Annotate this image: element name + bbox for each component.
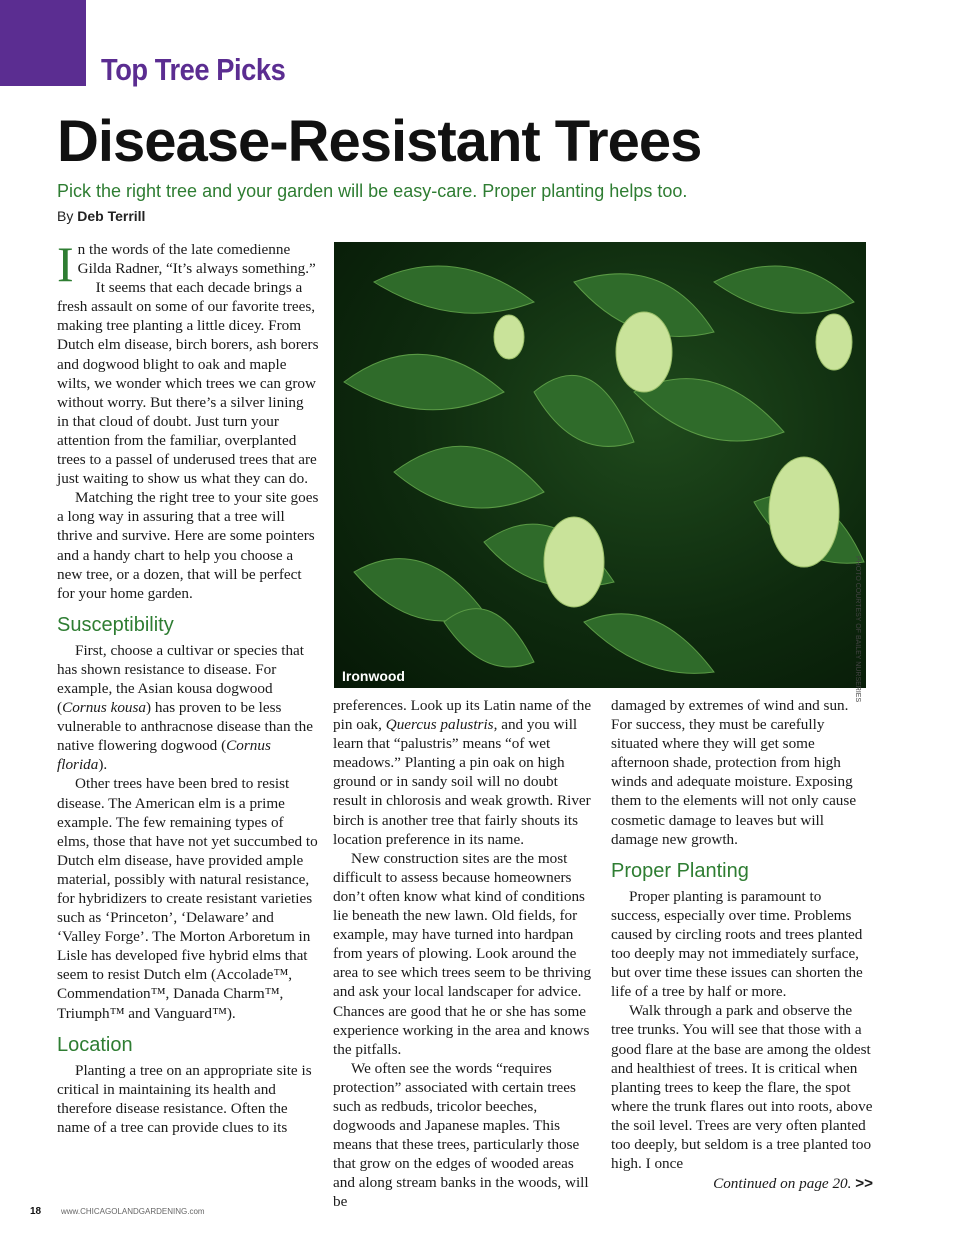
planting-paragraph-1: Proper planting is paramount to success, especially over time. Problems caused by circling roots and trees planted too deeply may not immediately surface, but over time these issues can shorten the life of a tree by half or more. [611,887,863,1001]
byline-prefix: By [57,208,74,224]
location-paragraph-3: New construction sites are the most difficult to assess because homeowners don’t often know what kind of conditions lie beneath the new lawn. Old fields, for example, may have turned into hardpan from years of plowing. Look around the area to see which trees seem to be thriving and ask your local landscaper for advice. Chances are good that he or she has some experience working in the area and knows the pitfalls. [333,849,592,1058]
article-column-2 [333,696,595,1212]
location-paragraph-4: We often see the words “requires protection” associated with certain trees such as redbuds, tricolor beeches, dogwoods and Japanese maples. This means that these trees, particularly those that grow on the edges of wooded areas and along stream banks in the woods, will be [333,1059,589,1211]
location-paragraph-1: Planting a tree on an appropriate site is critical in maintaining its health and therefore disease resistance. Often the name of a tree can provide clues to its [57,1061,312,1136]
susceptibility-paragraph-1: First, choose a cultivar or species that has shown resistance to disease. For example, the Asian kousa dogwood (Cornus kousa) has proven to be less vulnerable to anthracnose disease than the native flowering dogwood (Cornus florida). [57,641,313,774]
drop-cap: I [57,236,74,292]
corner-accent-block [0,0,86,86]
susceptibility-heading: Susceptibility [57,613,174,636]
ironwood-photo [334,242,866,688]
author-name: Deb Terrill [77,208,146,224]
article-title: Disease-Resistant Trees [57,109,702,174]
photo-caption: Ironwood [342,668,405,684]
intro-paragraph-1 [57,236,319,292]
photo-credit: PHOTO COURTESY OF BAILEY NURSERIES [854,556,861,703]
latin-name: Cornus florida [57,737,271,774]
location-paragraph-5: damaged by extremes of wind and sun. For success, they must be carefully situated where they will get some afternoon shade, protection from high winds and adequate moisture. Exposing them to the elements will not only cause cosmetic damage to leaves but will damage new growth. [611,697,857,848]
article-column-3 [611,696,873,1193]
article-subtitle: Pick the right tree and your garden will be easy-care. Proper planting helps too. [57,181,688,201]
location-heading: Location [57,1033,133,1056]
location-paragraph-2: preferences. Look up its Latin name of the pin oak, Quercus palustris, and you will learn that “palustris” means “of wet meadows.” Planting a pin oak on high ground or in sandy soil will no doubt result in chlorosis and weak growth. River birch is another tree that fairly shouts its location preference in its name. [333,697,592,848]
intro-paragraph-1-text: n the words of the late comedienne Gilda Radner, “It’s always something.” [77,241,316,278]
intro-paragraph-3: Matching the right tree to your site goes a long way in assuring that a tree will thrive and survive. Here are some pointers and a handy chart to help you choose a new tree, or a dozen, that will be perfect for your home garden. [57,489,319,602]
planting-paragraph-2: Walk through a park and observe the tree trunks. You will see that those with a good flare at the base are among the oldest and healthiest of trees. It is critical when planting trees to keep the flare, the spot where the trunk flares out into roots, above the soil level. Trees are very often planted too deeply, but seldom is a tree planted too high. I once [611,1002,873,1173]
latin-name: Cornus kousa [62,699,147,717]
proper-planting-heading: Proper Planting [611,859,749,882]
article-column-1 [57,236,319,1137]
page-number: 18 [30,1206,42,1217]
ironwood-leaves-illustration [334,242,866,688]
latin-name: Quercus palustris [385,716,494,734]
byline [57,208,145,224]
continued-arrows-icon: >> [855,1175,873,1193]
section-tag: Top Tree Picks [101,52,286,87]
susceptibility-paragraph-2: Other trees have been bred to resist disease. The American elm is a prime example. The few remaining types of elms, those that have not yet succumbed to Dutch elm disease, have provided ample material, possibly with natural resistance, for hybridizers to create resistant varieties such as ‘Princeton’, ‘Delaware’ and ‘Valley Forge’. The Morton Arboretum in Lisle has developed five hybrid elms that seem to resist Dutch elm (Accolade™, Commendation™, Danada Charm™, Triumph™ and Vanguard™). [57,775,318,1022]
continued-link[interactable]: Continued on page 20. >> [713,1175,873,1193]
intro-paragraph-2: It seems that each decade brings a fresh assault on some of our favorite trees, making tree planting a little dicey. From Dutch elm disease, birch borers, ash borers and dogwood blight to oak and maple wilts, we wonder which trees we can grow without worry. But there’s a silver lining in that cloud of doubt. Just turn your attention from the familiar, overplanted trees to a passel of underused trees that are just waiting to show us what they can do. [57,279,319,488]
website-url[interactable]: www.CHICAGOLANDGARDENING.com [61,1207,205,1216]
